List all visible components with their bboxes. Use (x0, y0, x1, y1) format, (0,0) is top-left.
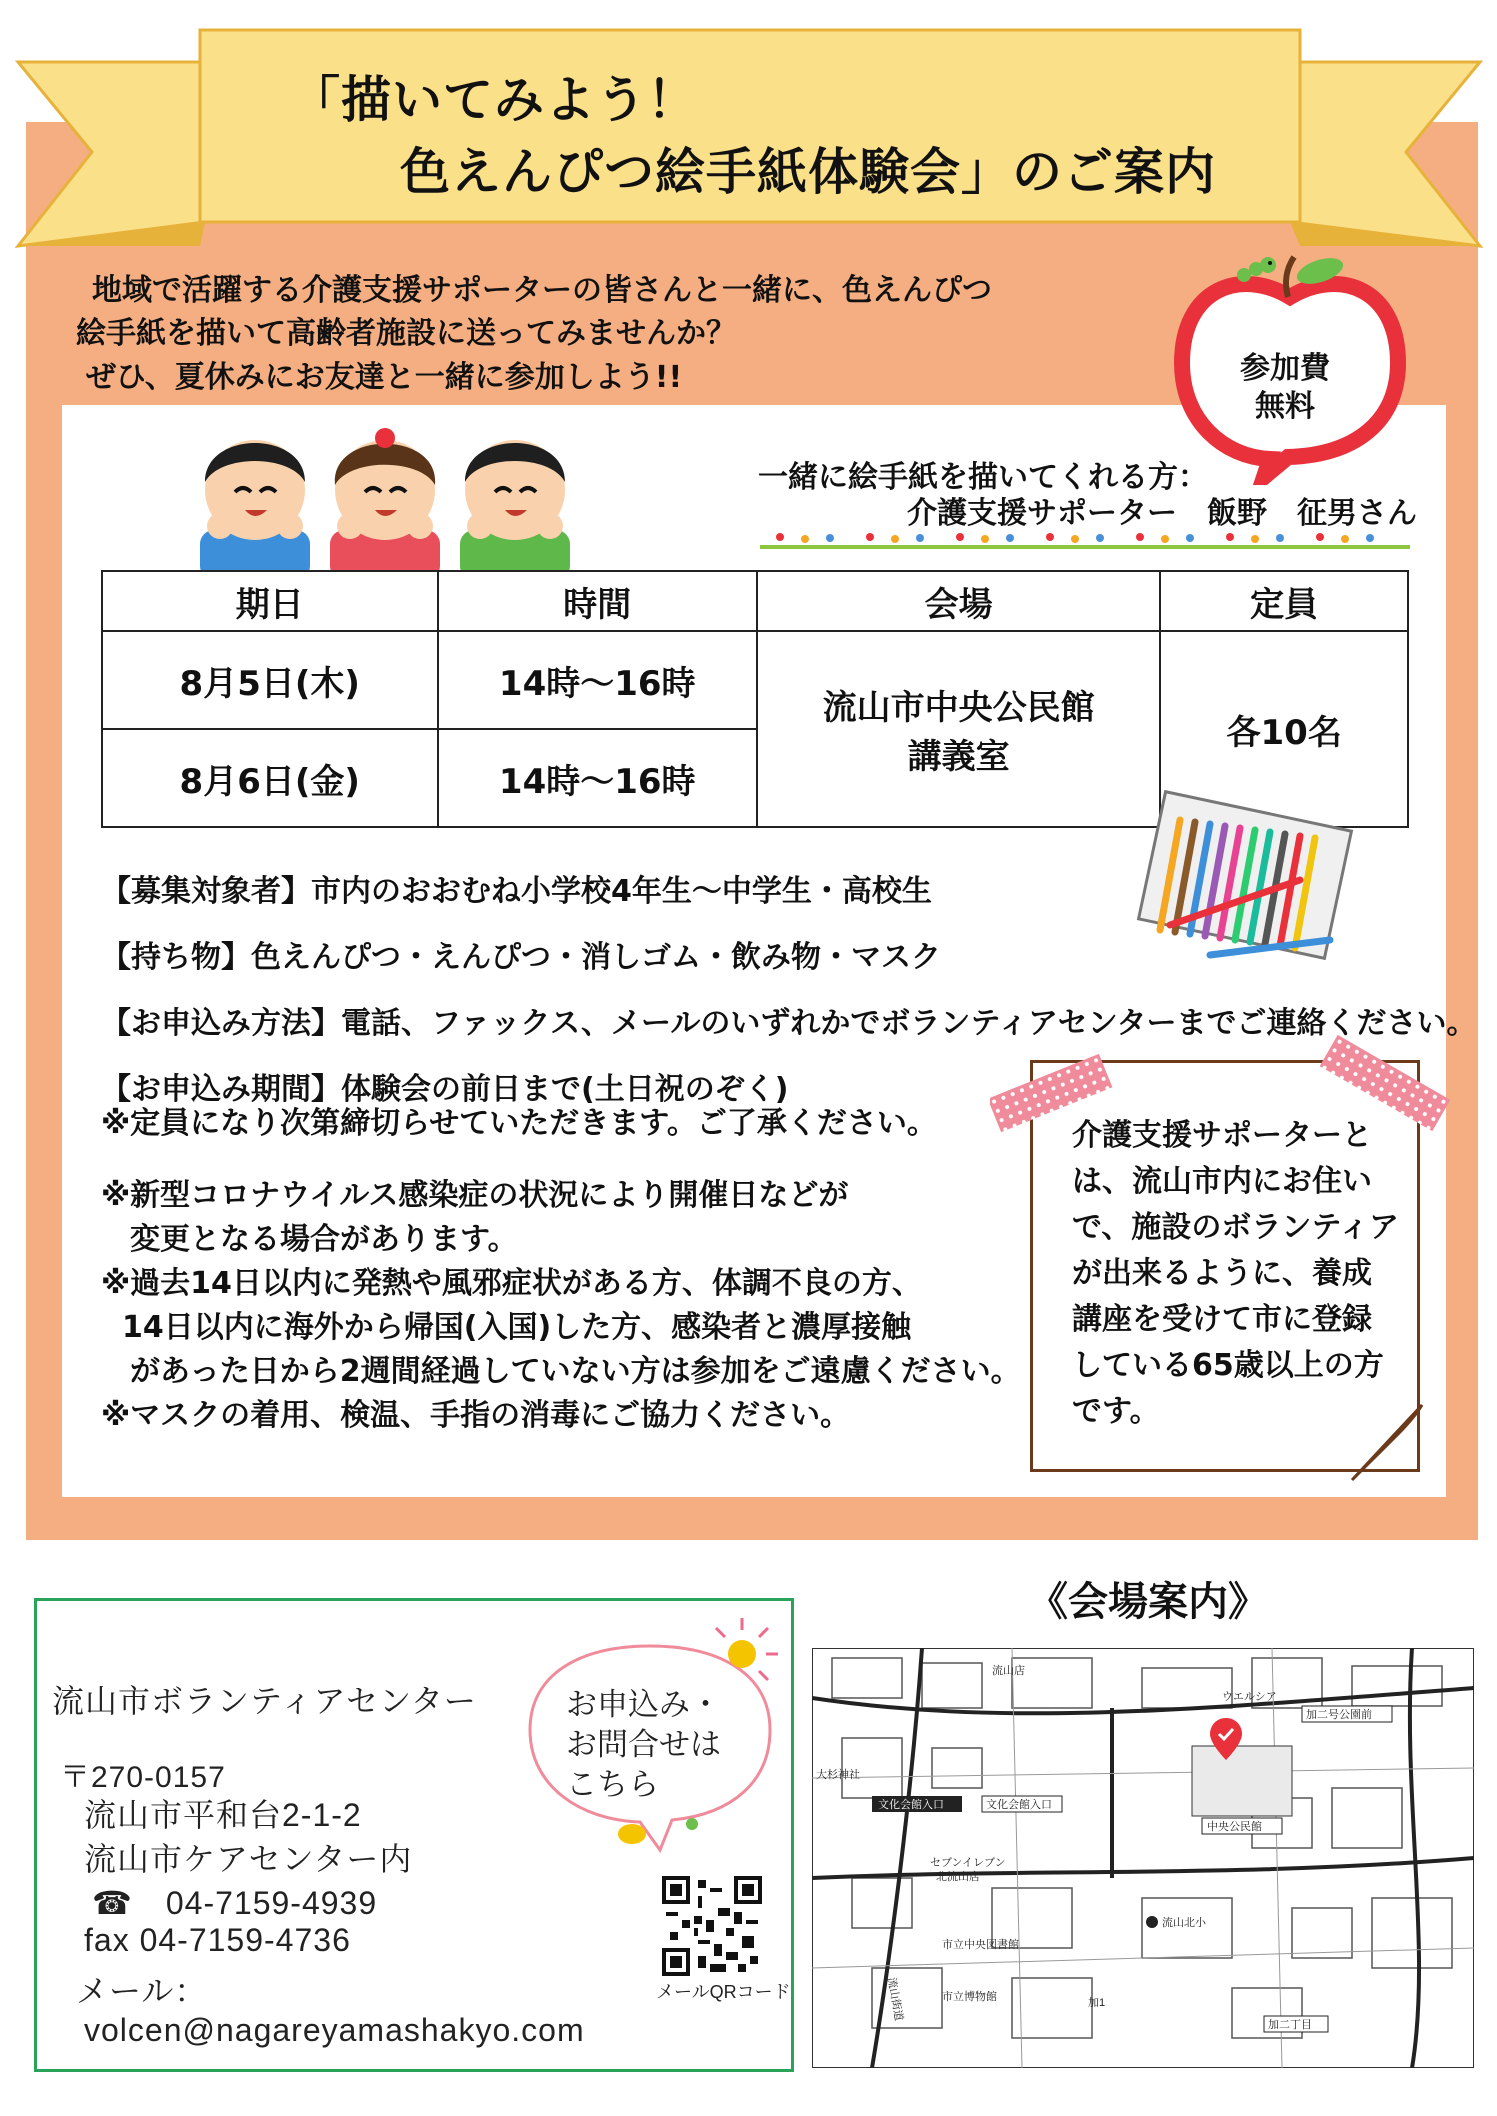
header-date: 期日 (102, 571, 438, 631)
instructor-name: 介護支援サポーター 飯野 征男さん (907, 496, 1417, 531)
items-info: 【持ち物】色えんぴつ・えんぴつ・消しゴム・飲み物・マスク (101, 940, 941, 975)
table-header-row (102, 571, 1408, 631)
bubble-line3: こちら (566, 1767, 659, 1802)
qr-caption: メールQRコード (656, 1982, 791, 2002)
table-row (102, 631, 1408, 729)
map-label-museum: 市立博物館 (942, 1991, 997, 2003)
apply-method-info: 【お申込み方法】電話、ファックス、メールのいずれかでボランティアセンターまでご連絡ください。 (101, 1006, 1477, 1041)
note-line: している65歳以上の方 (1072, 1348, 1384, 1383)
symptoms-note-2: 14日以内に海外から帰国(入国)した方、感染者と濃厚接触 (122, 1310, 912, 1345)
venue-line1: 流山市中央公民館 (822, 688, 1095, 728)
phone-number[interactable]: ☎ 04-7159-4939 (92, 1885, 378, 1921)
fee-badge (1215, 350, 1355, 426)
fax-number[interactable]: fax 04-7159-4736 (84, 1922, 351, 1958)
map-title: 《会場案内》 (1028, 1579, 1268, 1625)
intro-line-1: 地域で活躍する介護支援サポーターの皆さんと一緒に、色えんぴつ (92, 273, 992, 308)
map-label-venue: 中央公民館 (1207, 1821, 1262, 1833)
title-ribbon (0, 0, 1497, 260)
supporter-note-text (1072, 1113, 1402, 1435)
row1-time: 14時～16時 (438, 631, 758, 729)
header-capacity: 定員 (1160, 571, 1408, 631)
colored-pencils-icon (1130, 790, 1360, 970)
title-line-1: 「描いてみよう！ (290, 71, 698, 129)
row1-date: 8月5日(木) (102, 631, 438, 729)
header-venue: 会場 (757, 571, 1160, 631)
covid-note-2: 変更となる場合があります。 (130, 1222, 518, 1257)
instructor-label: 一緒に絵手紙を描いてくれる方： (758, 460, 1208, 495)
capacity-cell: 各10名 (1160, 631, 1408, 827)
note-line: 講座を受けて市に登録 (1072, 1302, 1372, 1337)
fee-badge-line2: 無料 (1255, 389, 1315, 424)
note-line: が出来るように、養成 (1072, 1256, 1372, 1291)
intro-line-2: 絵手紙を描いて高齢者施設に送ってみませんか？ (76, 316, 736, 351)
bubble-line2: お問合せは (566, 1727, 721, 1762)
fee-badge-line1: 参加費 (1240, 351, 1330, 386)
symptoms-note-1: ※過去14日以内に発熱や風邪症状がある方、体調不良の方、 (101, 1266, 922, 1301)
row2-time: 14時～16時 (438, 729, 758, 827)
bubble-text (566, 1685, 766, 1805)
header-time: 時間 (438, 571, 758, 631)
covid-note-1: ※新型コロナウイルス感染症の状況により開催日などが (101, 1178, 849, 1213)
venue-line2: 講義室 (907, 737, 1010, 777)
note-line: で、施設のボランティア (1072, 1210, 1399, 1245)
capacity-note: ※定員になり次第締切らせていただきます。ご了承ください。 (101, 1106, 937, 1141)
org-name: 流山市ボランティアセンター (52, 1683, 477, 1719)
map-label-bunka-entrance-2: 文化会館入口 (986, 1799, 1052, 1811)
intro-line-3: ぜひ、夏休みにお友達と一緒に参加しよう!! (86, 360, 683, 395)
map-label-store: 流山店 (992, 1665, 1025, 1677)
note-line: 介護支援サポーターと (1072, 1118, 1372, 1153)
row2-date: 8月6日(金) (102, 729, 438, 827)
title-line-2: 色えんぴつ絵手紙体験会」のご案内 (400, 143, 1216, 201)
target-info: 【募集対象者】市内のおおむね小学校4年生～中学生・高校生 (101, 874, 932, 909)
map-label-uelcia: ウエルシア (1222, 1691, 1277, 1703)
note-line: は、流山市内にお住い (1072, 1164, 1372, 1199)
flower-border-icon (760, 527, 1410, 553)
map-label-seven2: 北流山店 (936, 1871, 980, 1883)
map-label-kani2-chome: 加二丁目 (1268, 2019, 1312, 2031)
map-label-bunka-entrance: 文化会館入口 (878, 1799, 944, 1811)
map-label-library: 市立中央図書館 (942, 1939, 1019, 1951)
address-line2: 流山市ケアセンター内 (84, 1841, 413, 1877)
symptoms-note-3: があった日から2週間経過していない方は参加をご遠慮ください。 (130, 1354, 1021, 1389)
venue-map (812, 1648, 1474, 2068)
map-label-street: 流山街道 (885, 1976, 905, 2022)
note-line: です。 (1072, 1394, 1160, 1429)
map-label-school: 流山北小 (1162, 1917, 1206, 1929)
map-label-shrine: 大杉神社 (816, 1769, 860, 1781)
apply-period-info: 【お申込み期間】体験会の前日まで(土日祝のぞく) (101, 1072, 789, 1107)
email-address[interactable]: volcen@nagareyamashakyo.com (84, 2012, 585, 2048)
mail-label: メール： (76, 1973, 208, 2009)
qr-code-icon[interactable] (662, 1876, 762, 1976)
postal-code: 〒270-0157 (60, 1761, 226, 1794)
map-label-kano: 加1 (1088, 1997, 1106, 2009)
map-label-seven: セブンイレブン (930, 1857, 1006, 1869)
bubble-line1: お申込み・ (566, 1687, 721, 1722)
children-illustration (190, 410, 580, 580)
address-line1: 流山市平和台2-1-2 (84, 1797, 362, 1833)
map-label-kani2-park: 加二号公園前 (1306, 1709, 1372, 1721)
venue-cell (757, 631, 1160, 827)
mask-note: ※マスクの着用、検温、手指の消毒にご協力ください。 (101, 1398, 851, 1433)
